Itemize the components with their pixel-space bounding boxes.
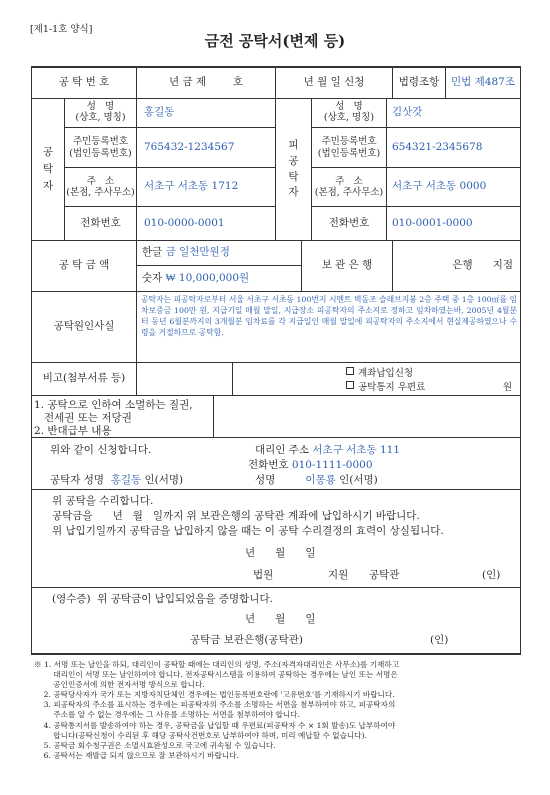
depositor-signature-label: 공탁자 성명 (50, 474, 105, 486)
cause-label: 공탁원인사실 (53, 320, 115, 333)
agent-signature-name: 이몽룡 (305, 474, 336, 486)
note-line: 대리인이 서명 또는 날인하여야 합니다. 전자공탁시스템을 이용하여 공탁하는 경우에는 날인 또는 서명은 (34, 670, 398, 680)
note-line: ※ 1. 서명 또는 날인을 하되, 대리인이 공탁할 때에는 대리인의 성명, 주소(자격자대리인은 사무소)를 기재하고 (34, 660, 400, 669)
extra-line1: 1. 공탁으로 인하여 소멸하는 질권, (34, 399, 193, 411)
note-line: 합니다(공탁신청이 수리된 후 해당 공탁사건번호로 납부하여야 하며, 미리 예납할 수 없습니다). (34, 730, 367, 740)
case-number-label: 공 탁 번 호 (58, 75, 110, 88)
note-line: 공인인증서에 의한 전자서명 방식으로 합니다. (34, 680, 205, 690)
law-value[interactable]: 민법 제487조 (451, 75, 515, 88)
agent-signature-label: 성명 (255, 474, 276, 486)
note-line: 5. 공탁금 회수청구권은 소멸시효완성으로 국고에 귀속될 수 있습니다. (34, 740, 276, 750)
accept-date: 년 월 일 (245, 547, 316, 559)
payee-id-label: 주민등록번호 (법인등록번호) (317, 136, 381, 159)
depositor-signature[interactable] (50, 472, 183, 487)
agent-phone-value: 010-1111-0000 (291, 459, 373, 471)
extra-line3: 2. 반대급부 내용 (34, 425, 112, 437)
receipt-bank: 공탁금 보관은행(공탁관) (190, 634, 303, 646)
agent-address-value: 서초구 서초동 111 (312, 444, 400, 456)
law-label: 법령조항 (398, 75, 440, 88)
payee-phone-label: 전화번호 (328, 216, 370, 229)
attach-check2-label: 공탁통지 우편료 (358, 382, 426, 393)
cause-text[interactable]: 공탁자는 피공탁자로부터 서울 서초구 서초동 100번지 시멘트 벽돌조 슬래브지붕 2층 주택 중 1층 100㎡를 임차보증금 100만 원, 지급기일 매월 말일, 지급장소 피공탁자의 주소지로 정하고 임차하였는바, 2005년 4월분터 동년 6월분까지의 3개월분 임차료를 각 지급일인 매월 말일에 피공탁자의 주소지에서 현실제공하였으나 수령을 거절하므로 공탁함. (141, 295, 517, 338)
note-line: 4. 공탁통지서를 발송하여야 하는 경우, 공탁금을 납입할 때 우편료(피공탁자 수 × 1회 발송)도 납부하여야 (34, 720, 396, 730)
accept-line2: 공탁금을 년 월 일까지 위 보관은행의 공탁관 계좌에 납입하시기 바랍니다. (52, 510, 420, 522)
amount-hangul-prefix: 한글 (142, 246, 163, 259)
receipt-seal: (인) (430, 634, 449, 646)
agent-address-label: 대리인 주소 (255, 444, 310, 456)
note-line: 2. 공탁당사자가 국가 또는 지방자치단체인 경우에는 법인등록번호란에 '고유번호'를 기재하시기 바랍니다. (34, 690, 395, 700)
depositor-name[interactable]: 홍길동 (144, 106, 175, 119)
depositor-id-label: 주민등록번호 (법인등록번호) (69, 136, 132, 159)
payee-name[interactable]: 김삿갓 (392, 106, 423, 119)
amount-digits-prefix: 숫자 (142, 271, 163, 284)
apply-date-label: 년 월 일 신청 (303, 75, 365, 88)
case-year-number: 년 금 제 호 (169, 75, 243, 88)
note-line: 3. 피공탁자의 주소를 표시하는 경우에는 피공탁자의 주소를 소명하는 서면을 첨부하여야 하고, 피공탁자의 (34, 700, 396, 710)
checkbox-icon[interactable] (346, 367, 354, 375)
attach-check1-label: 계좌납입신청 (358, 368, 414, 379)
attach-label: 비고(첨부서류 등) (42, 372, 126, 385)
agent-phone-label: 전화번호 (248, 459, 289, 471)
note-line: 6. 공탁서는 재발급 되지 않으므로 잘 보관하시기 바랍니다. (34, 750, 239, 760)
apply-statement: 위와 같이 신청합니다. (50, 444, 152, 456)
accept-officer: 공탁관 (369, 569, 400, 581)
extra-line2: 전세권 또는 저당권 (34, 412, 132, 424)
payee-id[interactable]: 654321-2345678 (392, 140, 483, 153)
amount-digits[interactable] (142, 266, 300, 291)
attach-check2[interactable] (346, 379, 516, 392)
receipt-line1: (영수증) 위 공탁금이 납입되었음을 증명합니다. (52, 593, 273, 605)
checkbox-icon[interactable] (346, 381, 354, 389)
depositor-signature-name: 홍길동 (110, 474, 142, 486)
payee-addr-label: 주 소 (본점, 주사무소) (314, 175, 384, 198)
attach-check2-unit: 원 (502, 382, 512, 393)
payee-side-label: 피 공 탁 자 (288, 139, 299, 199)
payee-addr[interactable]: 서초구 서초동 0000 (392, 180, 487, 193)
agent-address[interactable] (255, 442, 400, 457)
depositor-addr[interactable]: 서초구 서초동 1712 (144, 180, 239, 193)
accept-branch: 지원 (328, 569, 349, 581)
accept-seal: (인) (482, 569, 501, 581)
depositor-phone-label: 전화번호 (80, 216, 121, 229)
accept-line1: 위 공탁을 수리합니다. (52, 495, 154, 507)
payee-name-label: 성 명 (상호, 명칭) (323, 101, 375, 123)
payee-phone[interactable]: 010-0001-0000 (392, 216, 473, 229)
depositor-id[interactable]: 765432-1234567 (144, 140, 235, 153)
bank-value[interactable]: 은행 지점 (452, 259, 513, 272)
depositor-seal: 인(서명) (144, 474, 184, 486)
agent-seal: 인(서명) (339, 474, 378, 486)
agent-signature[interactable] (255, 472, 378, 487)
amount-digits-value: ₩ 10,000,000원 (165, 271, 250, 284)
receipt-date: 년 월 일 (245, 613, 316, 625)
depositor-side-label: 공 탁 자 (42, 146, 54, 192)
page-title: 금전 공탁서(변제 등) (204, 31, 346, 50)
depositor-name-label: 성 명 (상호, 명칭) (75, 101, 126, 123)
agent-phone[interactable] (248, 457, 373, 472)
notes-section (34, 660, 524, 761)
accept-line3: 위 납입기일까지 공탁금을 납입하지 않을 때는 이 공탁 수리결정의 효력이 상실됩니다. (52, 525, 444, 537)
form-id: [제1-1호 양식] (30, 24, 93, 35)
depositor-phone[interactable]: 010-0000-0001 (144, 216, 225, 229)
attach-check1[interactable] (346, 365, 516, 378)
accept-court: 법원 (253, 569, 274, 581)
bank-label: 보 관 은 행 (321, 259, 373, 272)
amount-label: 공 탁 금 액 (58, 259, 110, 272)
note-line: 주소를 알 수 없는 경우에는 그 사유를 소명하는 서면을 첨부하여야 합니다. (34, 710, 300, 720)
amount-hangul-value: 금 일천만원정 (165, 246, 230, 259)
amount-hangul[interactable] (142, 241, 300, 265)
depositor-addr-label: 주 소 (본점, 주사무소) (66, 175, 135, 198)
